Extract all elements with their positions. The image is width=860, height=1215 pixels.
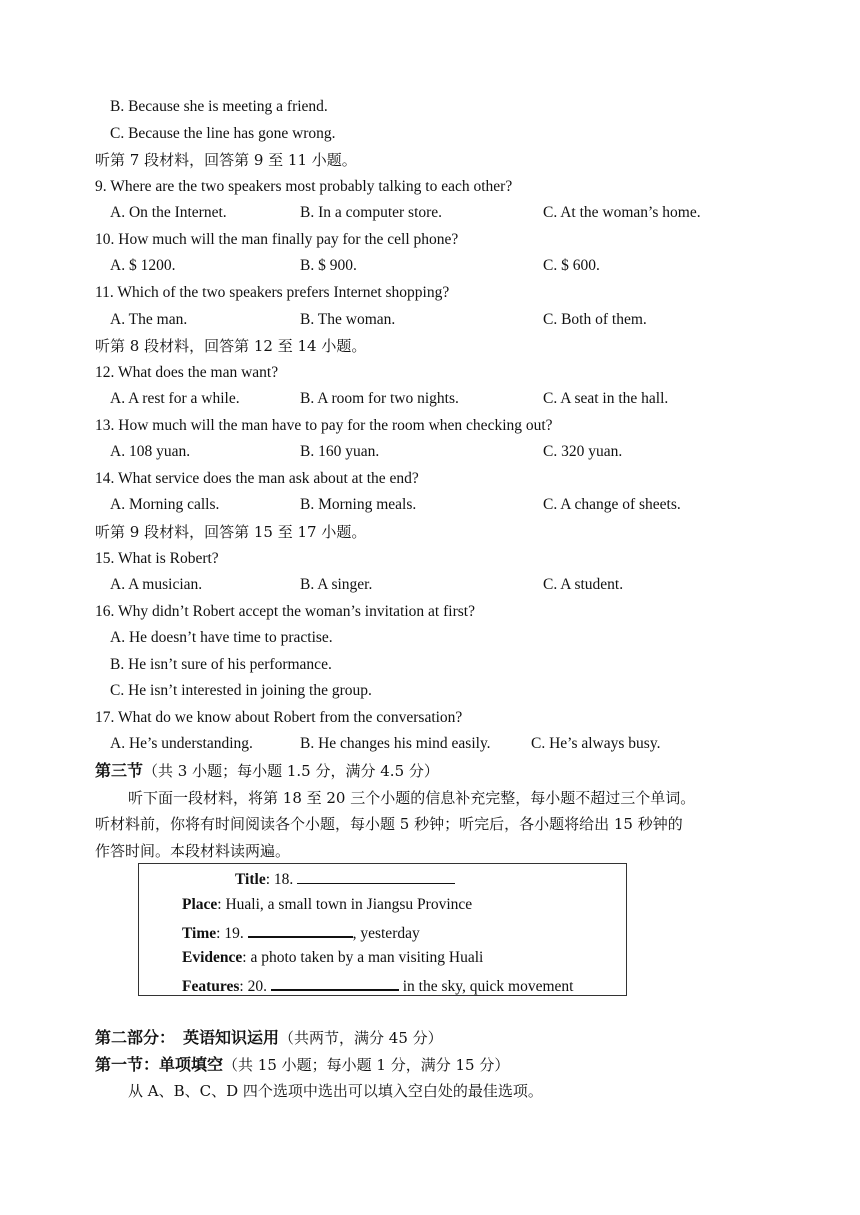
question-10-option-c: C. $ 600.: [543, 257, 600, 274]
question-14-stem: 14. What service does the man ask about at the end?: [95, 470, 419, 487]
question-17-option-c: C. He’s always busy.: [531, 735, 661, 752]
answer-blank-19[interactable]: [248, 922, 353, 938]
box-row-time: [182, 922, 420, 944]
question-15-stem: 15. What is Robert?: [95, 550, 219, 567]
question-11-option-c: C. Both of them.: [543, 311, 647, 328]
answer-blank-20[interactable]: [271, 975, 399, 991]
section-1-title: 第一节：单项填空: [95, 1055, 224, 1074]
features-after: in the sky, quick movement: [398, 978, 574, 995]
part-2-title: 第二部分： 英语知识运用: [95, 1028, 280, 1047]
features-number: : 20.: [239, 978, 267, 995]
section-1-instruction: 从 A、B、C、D 四个选项中选出可以填入空白处的最佳选项。: [128, 1082, 543, 1100]
option-b-q8: B. Because she is meeting a friend.: [110, 98, 328, 115]
part-2-info: （共两节，满分 45 分）: [279, 1029, 443, 1047]
passage-8-intro: 听第 8 段材料，回答第 12 至 14 小题。: [95, 337, 367, 355]
question-16-option-a: A. He doesn’t have time to practise.: [110, 629, 333, 646]
question-13-option-b: B. 160 yuan.: [300, 443, 380, 460]
box-row-place: [182, 895, 472, 915]
question-13-option-c: C. 320 yuan.: [543, 443, 623, 460]
question-17-option-a: A. He’s understanding.: [110, 735, 253, 752]
question-16-stem: 16. Why didn’t Robert accept the woman’s invitation at first?: [95, 603, 475, 620]
place-label: Place: [182, 896, 218, 913]
question-11-stem: 11. Which of the two speakers prefers Internet shopping?: [95, 284, 450, 301]
option-c-q8: C. Because the line has gone wrong.: [110, 125, 336, 142]
features-label: Features: [182, 978, 240, 995]
question-14-option-b: B. Morning meals.: [300, 496, 417, 513]
question-15-option-c: C. A student.: [543, 576, 624, 593]
question-12-stem: 12. What does the man want?: [95, 364, 279, 381]
title-label: Title: [235, 871, 266, 888]
section-3-instruction-line-1: 听下面一段材料，将第 18 至 20 三个小题的信息补充完整，每小题不超过三个单词。: [128, 789, 696, 807]
passage-7-intro: 听第 7 段材料，回答第 9 至 11 小题。: [95, 151, 357, 169]
section-3-title: 第三节: [95, 761, 144, 780]
question-9-option-c: C. At the woman’s home.: [543, 204, 701, 221]
question-9-option-b: B. In a computer store.: [300, 204, 443, 221]
passage-9-intro: 听第 9 段材料，回答第 15 至 17 小题。: [95, 523, 367, 541]
question-13-option-a: A. 108 yuan.: [110, 443, 191, 460]
question-10-stem: 10. How much will the man finally pay for the cell phone?: [95, 231, 459, 248]
question-16-option-b: B. He isn’t sure of his performance.: [110, 656, 332, 673]
box-row-title: [235, 869, 455, 890]
section-3-instruction-line-2: 听材料前，你将有时间阅读各个小题，每小题 5 秒钟；听完后，各小题将给出 15 秒钟的: [95, 815, 683, 833]
info-box: [138, 863, 627, 996]
part-2-heading: [95, 1028, 443, 1049]
question-11-option-a: A. The man.: [110, 311, 188, 328]
section-3-instruction-line-3: 作答时间。本段材料读两遍。: [95, 842, 291, 860]
section-3-info: （共 3 小题；每小题 1.5 分，满分 4.5 分）: [143, 762, 439, 780]
time-label: Time: [182, 925, 217, 942]
section-1-heading: [95, 1055, 509, 1076]
question-9-stem: 9. Where are the two speakers most probably talking to each other?: [95, 178, 513, 195]
evidence-label: Evidence: [182, 949, 243, 966]
box-row-features: [182, 975, 573, 997]
question-13-stem: 13. How much will the man have to pay for the room when checking out?: [95, 417, 553, 434]
section-1-info: （共 15 小题；每小题 1 分，满分 15 分）: [223, 1056, 510, 1074]
question-14-option-a: A. Morning calls.: [110, 496, 220, 513]
question-10-option-a: A. $ 1200.: [110, 257, 176, 274]
question-12-option-c: C. A seat in the hall.: [543, 390, 669, 407]
question-12-option-a: A. A rest for a while.: [110, 390, 240, 407]
question-15-option-a: A. A musician.: [110, 576, 203, 593]
question-17-stem: 17. What do we know about Robert from the conversation?: [95, 709, 463, 726]
question-14-option-c: C. A change of sheets.: [543, 496, 681, 513]
question-16-option-c: C. He isn’t interested in joining the group.: [110, 682, 372, 699]
question-11-option-b: B. The woman.: [300, 311, 396, 328]
section-3-heading: [95, 761, 439, 782]
time-number: : 19.: [216, 925, 244, 942]
time-after: , yesterday: [352, 925, 420, 942]
place-value: : Huali, a small town in Jiangsu Province: [217, 896, 473, 913]
question-17-option-b: B. He changes his mind easily.: [300, 735, 491, 752]
question-15-option-b: B. A singer.: [300, 576, 373, 593]
question-9-option-a: A. On the Internet.: [110, 204, 227, 221]
box-row-evidence: [182, 948, 483, 968]
question-10-option-b: B. $ 900.: [300, 257, 357, 274]
answer-blank-18[interactable]: [297, 869, 455, 884]
title-number: : 18.: [265, 871, 294, 888]
question-12-option-b: B. A room for two nights.: [300, 390, 459, 407]
evidence-value: : a photo taken by a man visiting Huali: [242, 949, 484, 966]
